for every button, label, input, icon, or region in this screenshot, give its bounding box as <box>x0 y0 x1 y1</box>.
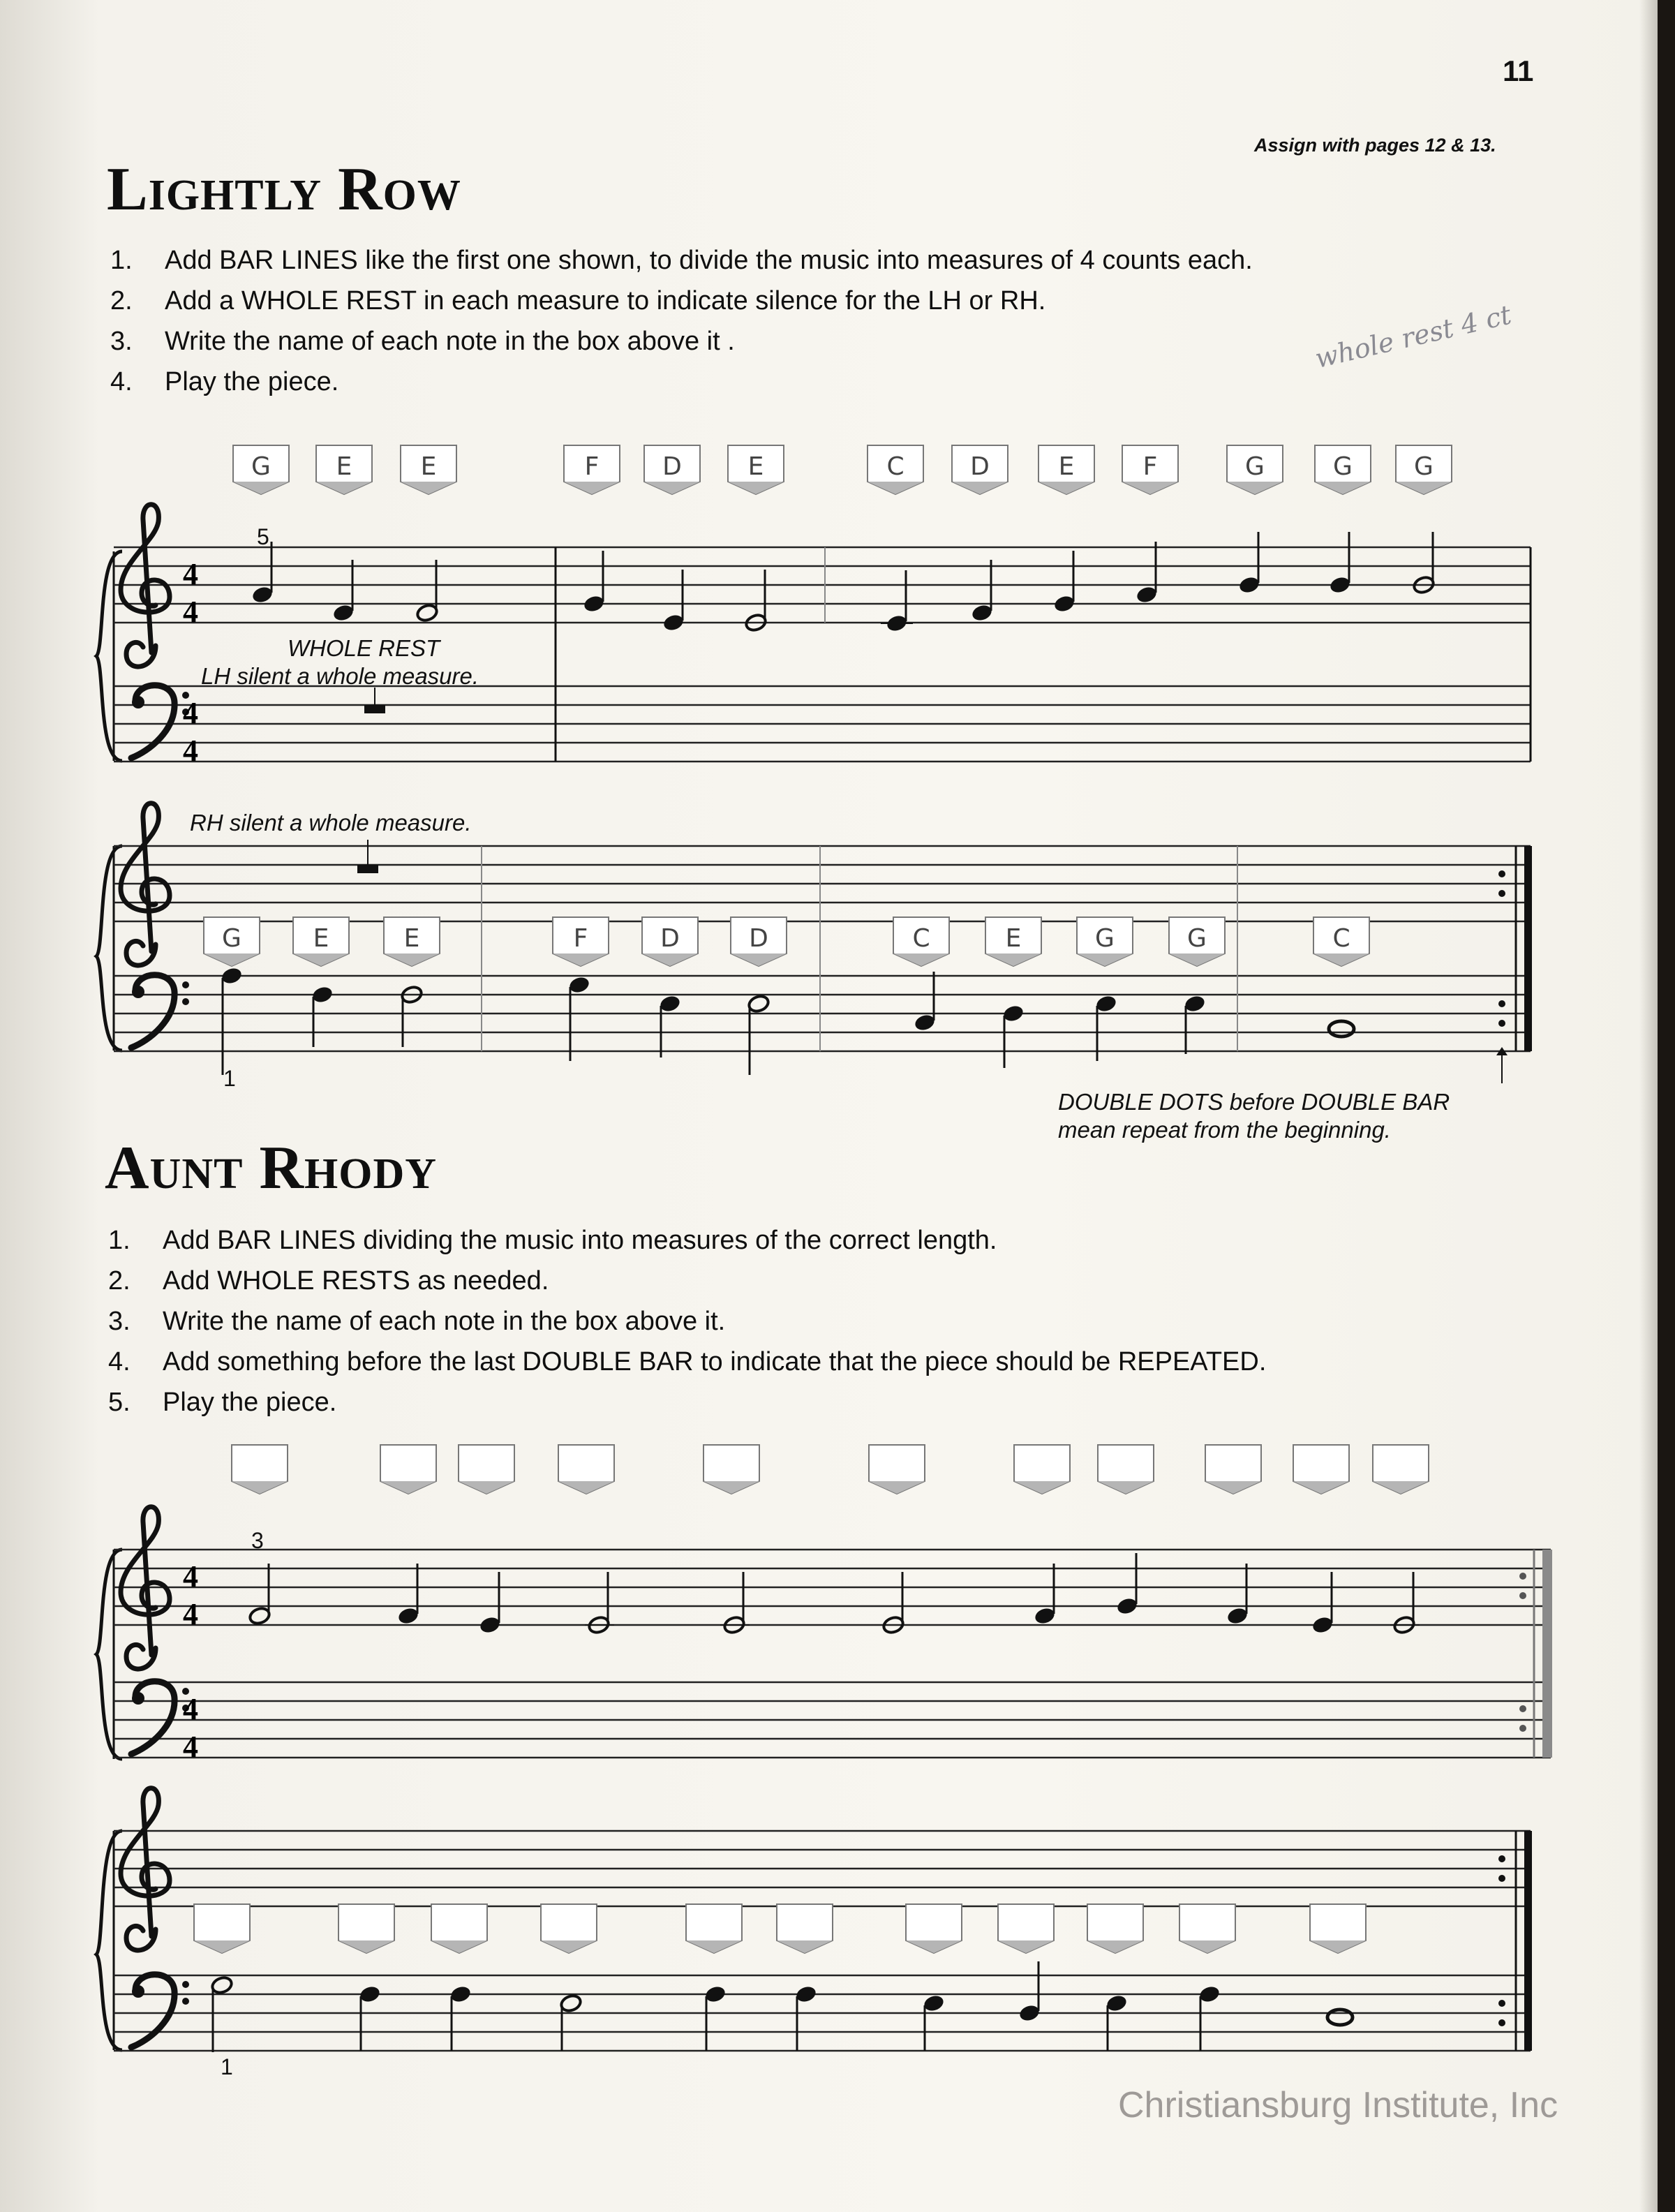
note <box>922 1994 945 2051</box>
whole-rest <box>364 688 385 713</box>
treble-notes <box>248 1553 1420 1635</box>
instruction-item: 1. Add BAR LINES like the first one shown, to divide the music into measures of 4 counts each. <box>110 245 1253 275</box>
svg-text:C: C <box>1332 924 1350 953</box>
lightly-row-title: Lightly Row <box>107 156 461 223</box>
repeat-note-line2: mean repeat from the beginning. <box>1058 1117 1391 1143</box>
note-box <box>1038 445 1094 494</box>
note <box>567 975 590 1061</box>
note <box>478 1572 501 1635</box>
svg-text:E: E <box>403 924 420 953</box>
lightly-row-system-1 <box>96 445 1531 768</box>
finger-number: 1 <box>221 2054 233 2079</box>
aunt-rhody-system-1 <box>96 1445 1552 1764</box>
note <box>1226 1564 1249 1626</box>
note <box>1198 1984 1221 2051</box>
note-name-boxes <box>232 1445 1429 1494</box>
note <box>1105 1994 1128 2051</box>
instruction-item: 2. Add a WHOLE REST in each measure to indicate silence for the LH or RH. <box>110 285 1046 316</box>
note <box>1002 1004 1025 1068</box>
time-sig-top: 4 <box>183 1692 198 1726</box>
instruction-item: 3. Write the name of each note in the box above it. <box>108 1306 726 1336</box>
note <box>1327 2010 1353 2025</box>
note-box[interactable] <box>998 1904 1054 1953</box>
note <box>970 560 993 623</box>
treble-staff <box>114 1831 1531 1906</box>
note-box[interactable] <box>459 1445 514 1494</box>
time-sig-top: 4 <box>183 1559 198 1594</box>
finger-number: 5 <box>257 524 269 549</box>
page-number: 11 <box>1503 54 1534 87</box>
aunt-rhody-title: Aunt Rhody <box>105 1134 438 1202</box>
note <box>720 1572 750 1635</box>
note-box[interactable] <box>558 1445 614 1494</box>
time-sig-top: 4 <box>183 696 198 730</box>
note-name-boxes <box>204 917 1369 966</box>
note-box[interactable] <box>380 1445 436 1494</box>
note <box>1033 1564 1056 1626</box>
svg-text:G: G <box>1095 924 1115 953</box>
note-name-boxes <box>194 1904 1366 1953</box>
instruction-item: 5. Play the piece. <box>108 1387 337 1417</box>
note <box>1237 532 1260 595</box>
note <box>1328 532 1351 595</box>
svg-text:F: F <box>573 924 588 953</box>
bass-staff <box>114 1975 1531 2051</box>
brace <box>96 551 122 761</box>
note <box>794 1984 817 2051</box>
svg-text:D: D <box>970 452 990 481</box>
instruction-item: 4. Play the piece. <box>110 366 339 396</box>
repeat-end-barline <box>1498 846 1532 1051</box>
bass-staff <box>114 976 1531 1051</box>
svg-text:D: D <box>660 924 680 953</box>
finger-number: 1 <box>223 1066 236 1091</box>
whole-rest-label: WHOLE REST <box>288 635 440 661</box>
note-box <box>401 445 456 494</box>
svg-text:C: C <box>886 452 904 481</box>
note <box>220 966 243 1075</box>
treble-staff <box>114 1550 1551 1625</box>
note-box <box>1122 445 1178 494</box>
note-box <box>204 917 260 966</box>
svg-text:C: C <box>912 924 930 953</box>
svg-text:G: G <box>1333 452 1353 481</box>
note <box>311 985 334 1047</box>
bass-staff <box>114 1682 1551 1758</box>
brace <box>96 1831 122 2050</box>
note <box>251 542 274 604</box>
note <box>1018 1961 1041 2023</box>
note <box>396 1564 419 1626</box>
lh-silent-label: LH silent a whole measure. <box>201 663 479 689</box>
note-box[interactable] <box>338 1904 394 1953</box>
note-box <box>384 917 440 966</box>
note-box[interactable] <box>1293 1445 1349 1494</box>
note <box>658 994 681 1057</box>
repeat-arrow <box>1496 1047 1508 1083</box>
watermark: Christiansburg Institute, Inc <box>1118 2085 1558 2125</box>
svg-text:E: E <box>420 452 437 481</box>
note-box[interactable] <box>704 1445 759 1494</box>
instruction-item: 3. Write the name of each note in the box above it . <box>110 326 735 356</box>
note-box <box>893 917 949 966</box>
time-sig-bottom: 4 <box>183 734 198 768</box>
svg-text:D: D <box>749 924 768 953</box>
svg-text:E: E <box>336 452 352 481</box>
time-sig-bottom: 4 <box>183 1597 198 1631</box>
note <box>1183 994 1206 1054</box>
whole-rest <box>357 840 378 873</box>
note-box[interactable] <box>869 1445 925 1494</box>
note <box>881 570 913 633</box>
pencil-annotation: whole rest 4 ct <box>1312 299 1514 374</box>
note <box>332 560 355 623</box>
note-box <box>731 917 787 966</box>
treble-staff <box>114 547 1531 623</box>
lightly-row-system-2 <box>96 803 1532 1143</box>
note-box <box>642 917 698 966</box>
note-box <box>1227 445 1283 494</box>
note <box>747 994 770 1075</box>
note-box[interactable] <box>777 1904 833 1953</box>
svg-text:E: E <box>313 924 329 953</box>
note-box <box>728 445 784 494</box>
instruction-item: 4. Add something before the last DOUBLE BAR to indicate that the piece should be REPEATED. <box>108 1346 1267 1376</box>
note-box[interactable] <box>431 1904 487 1953</box>
svg-text:F: F <box>584 452 600 481</box>
note <box>1135 542 1158 604</box>
note-name-boxes <box>233 445 1452 494</box>
svg-text:E: E <box>747 452 764 481</box>
repeat-end-barline <box>1498 1831 1532 2051</box>
note <box>1311 1572 1334 1635</box>
note-box[interactable] <box>1310 1904 1366 1953</box>
note-box[interactable] <box>1098 1445 1154 1494</box>
finger-number: 3 <box>251 1528 264 1553</box>
svg-text:D: D <box>662 452 682 481</box>
treble-staff <box>114 846 1531 921</box>
note <box>248 1564 271 1626</box>
note-box[interactable] <box>232 1445 288 1494</box>
bass-clef <box>131 1682 189 1754</box>
note-box[interactable] <box>1179 1904 1235 1953</box>
note-box <box>1315 445 1371 494</box>
pencil-repeat-end-barline <box>1519 1550 1552 1758</box>
svg-text:G: G <box>1414 452 1434 481</box>
time-sig-top: 4 <box>183 557 198 591</box>
bass-clef <box>131 685 189 758</box>
note-box <box>644 445 700 494</box>
note-box <box>553 917 609 966</box>
note <box>1329 1021 1354 1037</box>
note <box>913 972 936 1032</box>
svg-text:G: G <box>251 452 271 481</box>
note <box>1052 551 1075 614</box>
brace <box>96 846 122 1051</box>
rh-silent-label: RH silent a whole measure. <box>190 810 472 836</box>
svg-text:G: G <box>222 924 241 953</box>
bass-clef <box>131 975 189 1048</box>
note-box <box>952 445 1008 494</box>
note <box>1115 1553 1138 1616</box>
brace <box>96 1550 122 1759</box>
note <box>704 1984 727 2051</box>
aunt-rhody-system-2 <box>96 1788 1532 2079</box>
note-box <box>293 917 349 966</box>
svg-text:G: G <box>1187 924 1207 953</box>
note-box <box>868 445 923 494</box>
note <box>559 1994 582 2051</box>
instruction-item: 1. Add BAR LINES dividing the music into measures of the correct length. <box>108 1225 997 1255</box>
note <box>358 1984 381 2051</box>
note-box <box>233 445 289 494</box>
note-box[interactable] <box>1014 1445 1070 1494</box>
note <box>415 560 438 623</box>
note-box <box>1313 917 1369 966</box>
note-box <box>985 917 1041 966</box>
note-box <box>1396 445 1452 494</box>
svg-text:E: E <box>1058 452 1075 481</box>
note-box[interactable] <box>1205 1445 1261 1494</box>
time-sig-bottom: 4 <box>183 1730 198 1764</box>
instruction-item: 2. Add WHOLE RESTS as needed. <box>108 1265 549 1296</box>
note-box[interactable] <box>194 1904 250 1953</box>
note <box>449 1984 472 2051</box>
assign-note: Assign with pages 12 & 13. <box>1254 135 1496 156</box>
note <box>662 570 685 632</box>
repeat-note-line1: DOUBLE DOTS before DOUBLE BAR <box>1058 1089 1450 1115</box>
note-box[interactable] <box>1087 1904 1143 1953</box>
note <box>582 551 605 614</box>
note-box <box>316 445 372 494</box>
note-box[interactable] <box>541 1904 597 1953</box>
note-box[interactable] <box>906 1904 962 1953</box>
bass-staff <box>114 686 1531 762</box>
svg-text:G: G <box>1245 452 1265 481</box>
bass-notes <box>220 966 1354 1075</box>
note-box <box>1169 917 1225 966</box>
note-box[interactable] <box>686 1904 742 1953</box>
svg-text:E: E <box>1005 924 1022 953</box>
svg-text:F: F <box>1142 452 1158 481</box>
note-box[interactable] <box>1373 1445 1429 1494</box>
note <box>585 1572 614 1635</box>
note-box <box>1077 917 1133 966</box>
note-box <box>564 445 620 494</box>
time-sig-bottom: 4 <box>183 595 198 629</box>
note <box>1390 1572 1420 1635</box>
bass-clef <box>131 1975 189 2047</box>
